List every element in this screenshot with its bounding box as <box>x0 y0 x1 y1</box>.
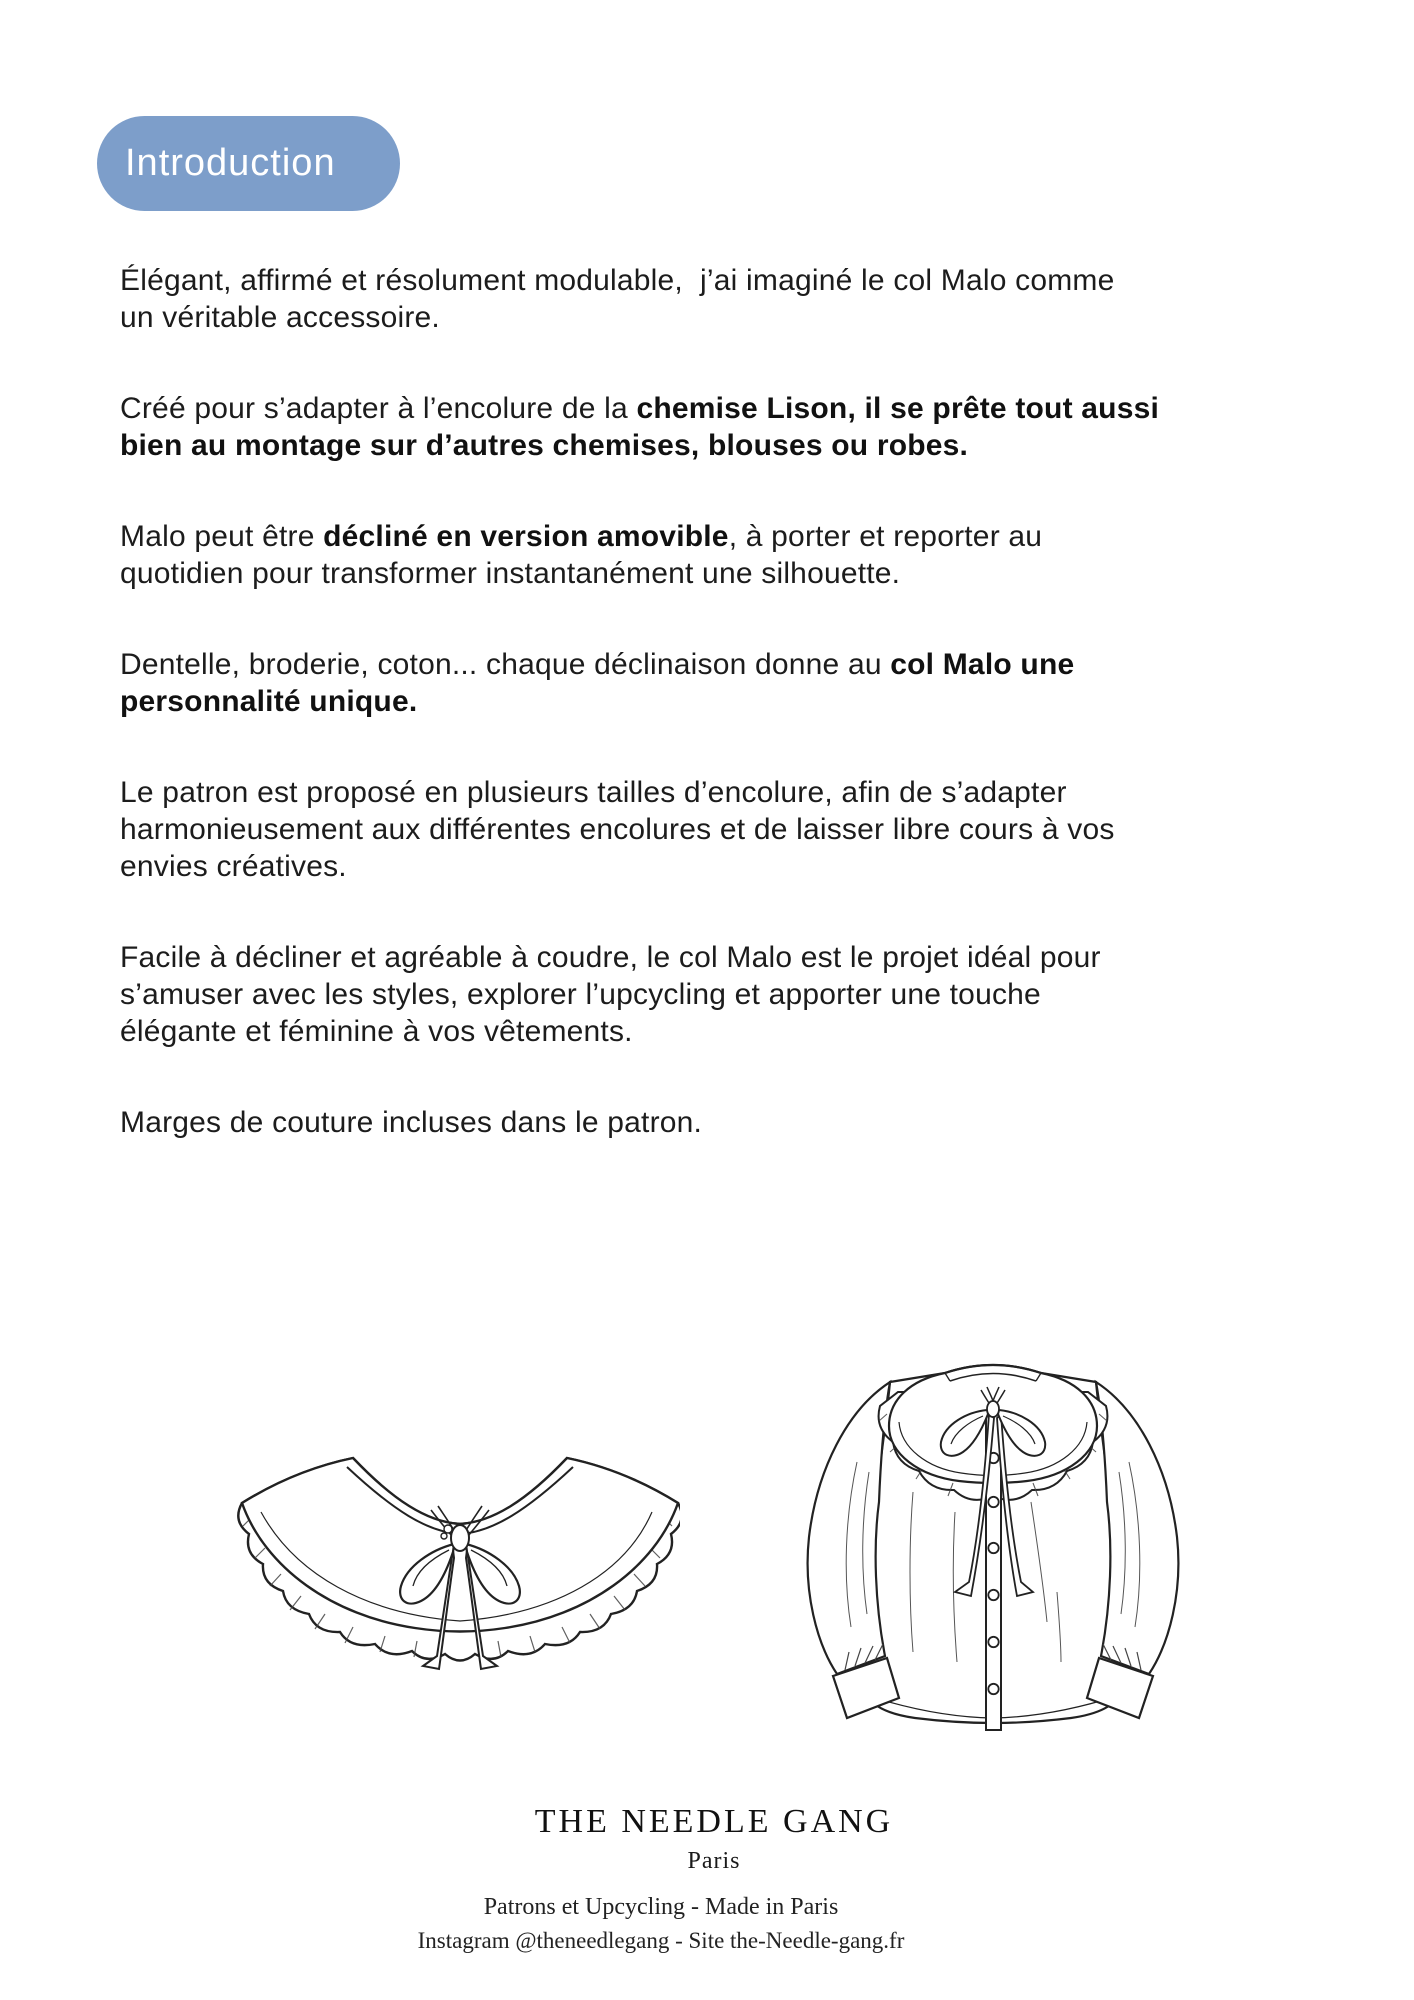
collar-drawing <box>235 1448 680 1673</box>
footer-contact: Instagram @theneedlegang - Site the-Needle-gang.fr <box>417 1928 905 1953</box>
collar-illustration <box>235 1448 680 1673</box>
paragraph: Le patron est proposé en plusieurs tailles d’encolure, afin de s’adapter harmonieusement aux différentes encolures et de laisser libre cours à vos envies créatives. <box>120 776 1115 883</box>
section-badge-label: Introduction <box>125 142 336 184</box>
brand-city: Paris <box>687 1848 741 1874</box>
paragraph: Facile à décliner et agréable à coudre, le col Malo est le projet idéal pour s’amuser avec les styles, explorer l’upcycling et apporter une touche élégante et féminine à vos vêtements. <box>120 941 1101 1048</box>
paragraph: Dentelle, broderie, coton... chaque déclinaison donne au col Malo une personnalité unique. <box>120 648 1075 718</box>
intro-text-block <box>120 262 1320 1195</box>
paragraph: Créé pour s’adapter à l’encolure de la chemise Lison, il se prête tout aussi bien au montage sur d’autres chemises, blouses ou robes. <box>120 392 1160 462</box>
footer-tagline: Patrons et Upcycling - Made in Paris <box>483 1894 839 1920</box>
blouse-illustration <box>795 1352 1195 1752</box>
section-badge <box>97 116 400 211</box>
blouse-drawing <box>795 1352 1195 1752</box>
paragraph: Malo peut être décliné en version amovible, à porter et reporter au quotidien pour transformer instantanément une silhouette. <box>120 520 1043 590</box>
paragraph: Marges de couture incluses dans le patron. <box>120 1106 703 1139</box>
brand-name: THE NEEDLE GANG <box>534 1803 894 1840</box>
paragraph: Élégant, affirmé et résolument modulable, j’ai imaginé le col Malo comme un véritable accessoire. <box>120 264 1115 334</box>
